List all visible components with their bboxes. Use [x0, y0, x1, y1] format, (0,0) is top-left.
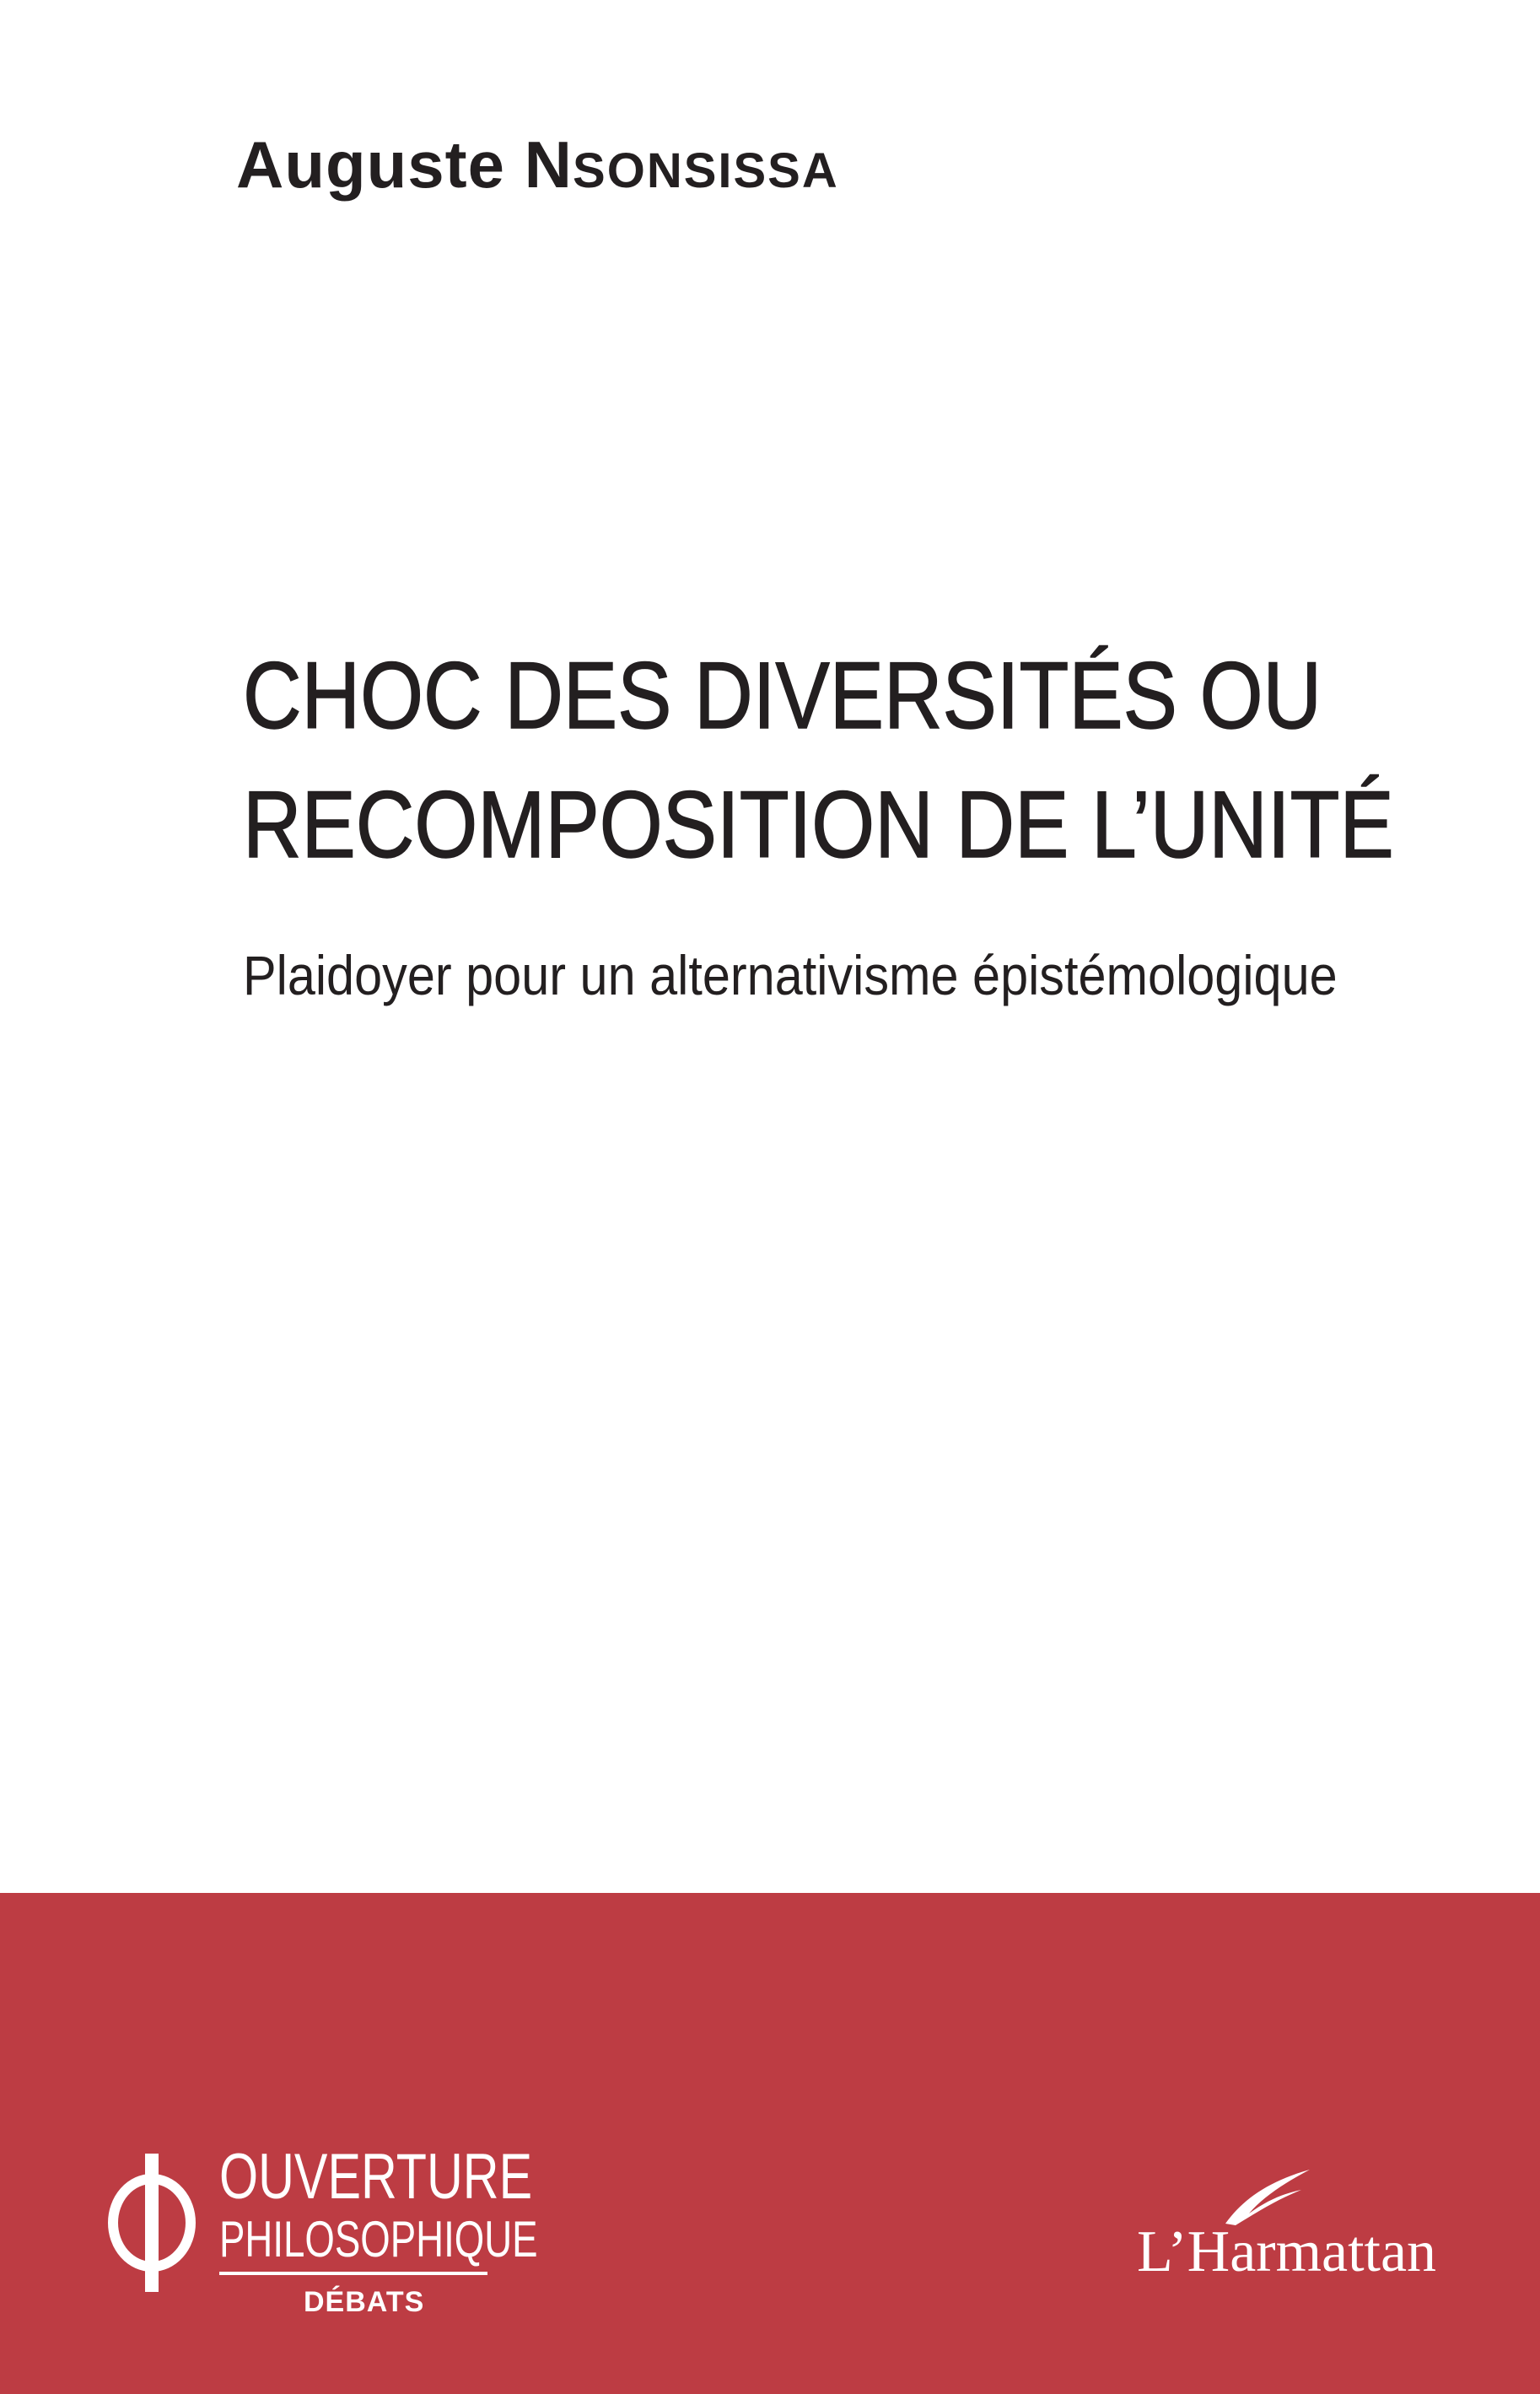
title-line-2: RECOMPOSITION DE L’UNITÉ: [243, 772, 1394, 877]
publisher-name: L’Harmattan: [1137, 2219, 1437, 2284]
author-first-name: Auguste: [236, 127, 505, 202]
author-last-initial: N: [524, 127, 573, 202]
publisher-logo: [1137, 2185, 1449, 2294]
author-last-rest: SONSISSA: [573, 143, 839, 198]
author-name: [236, 127, 839, 203]
book-subtitle: Plaidoyer pour un alternativisme épistémologique: [243, 944, 1338, 1006]
series-title-line-2: PHILOSOPHIQUE: [219, 2211, 538, 2267]
phi-icon: [101, 2147, 202, 2299]
series-title-line-1: OUVERTURE: [219, 2141, 533, 2213]
title-line-1: CHOC DES DIVERSITÉS OU: [243, 643, 1322, 748]
series-divider: [219, 2272, 487, 2275]
author-last-name: [525, 127, 839, 202]
quill-icon: [1217, 2166, 1318, 2225]
series-logo: [101, 2141, 538, 2318]
series-subtitle: DÉBATS: [304, 2286, 425, 2318]
book-title: [243, 631, 1394, 889]
